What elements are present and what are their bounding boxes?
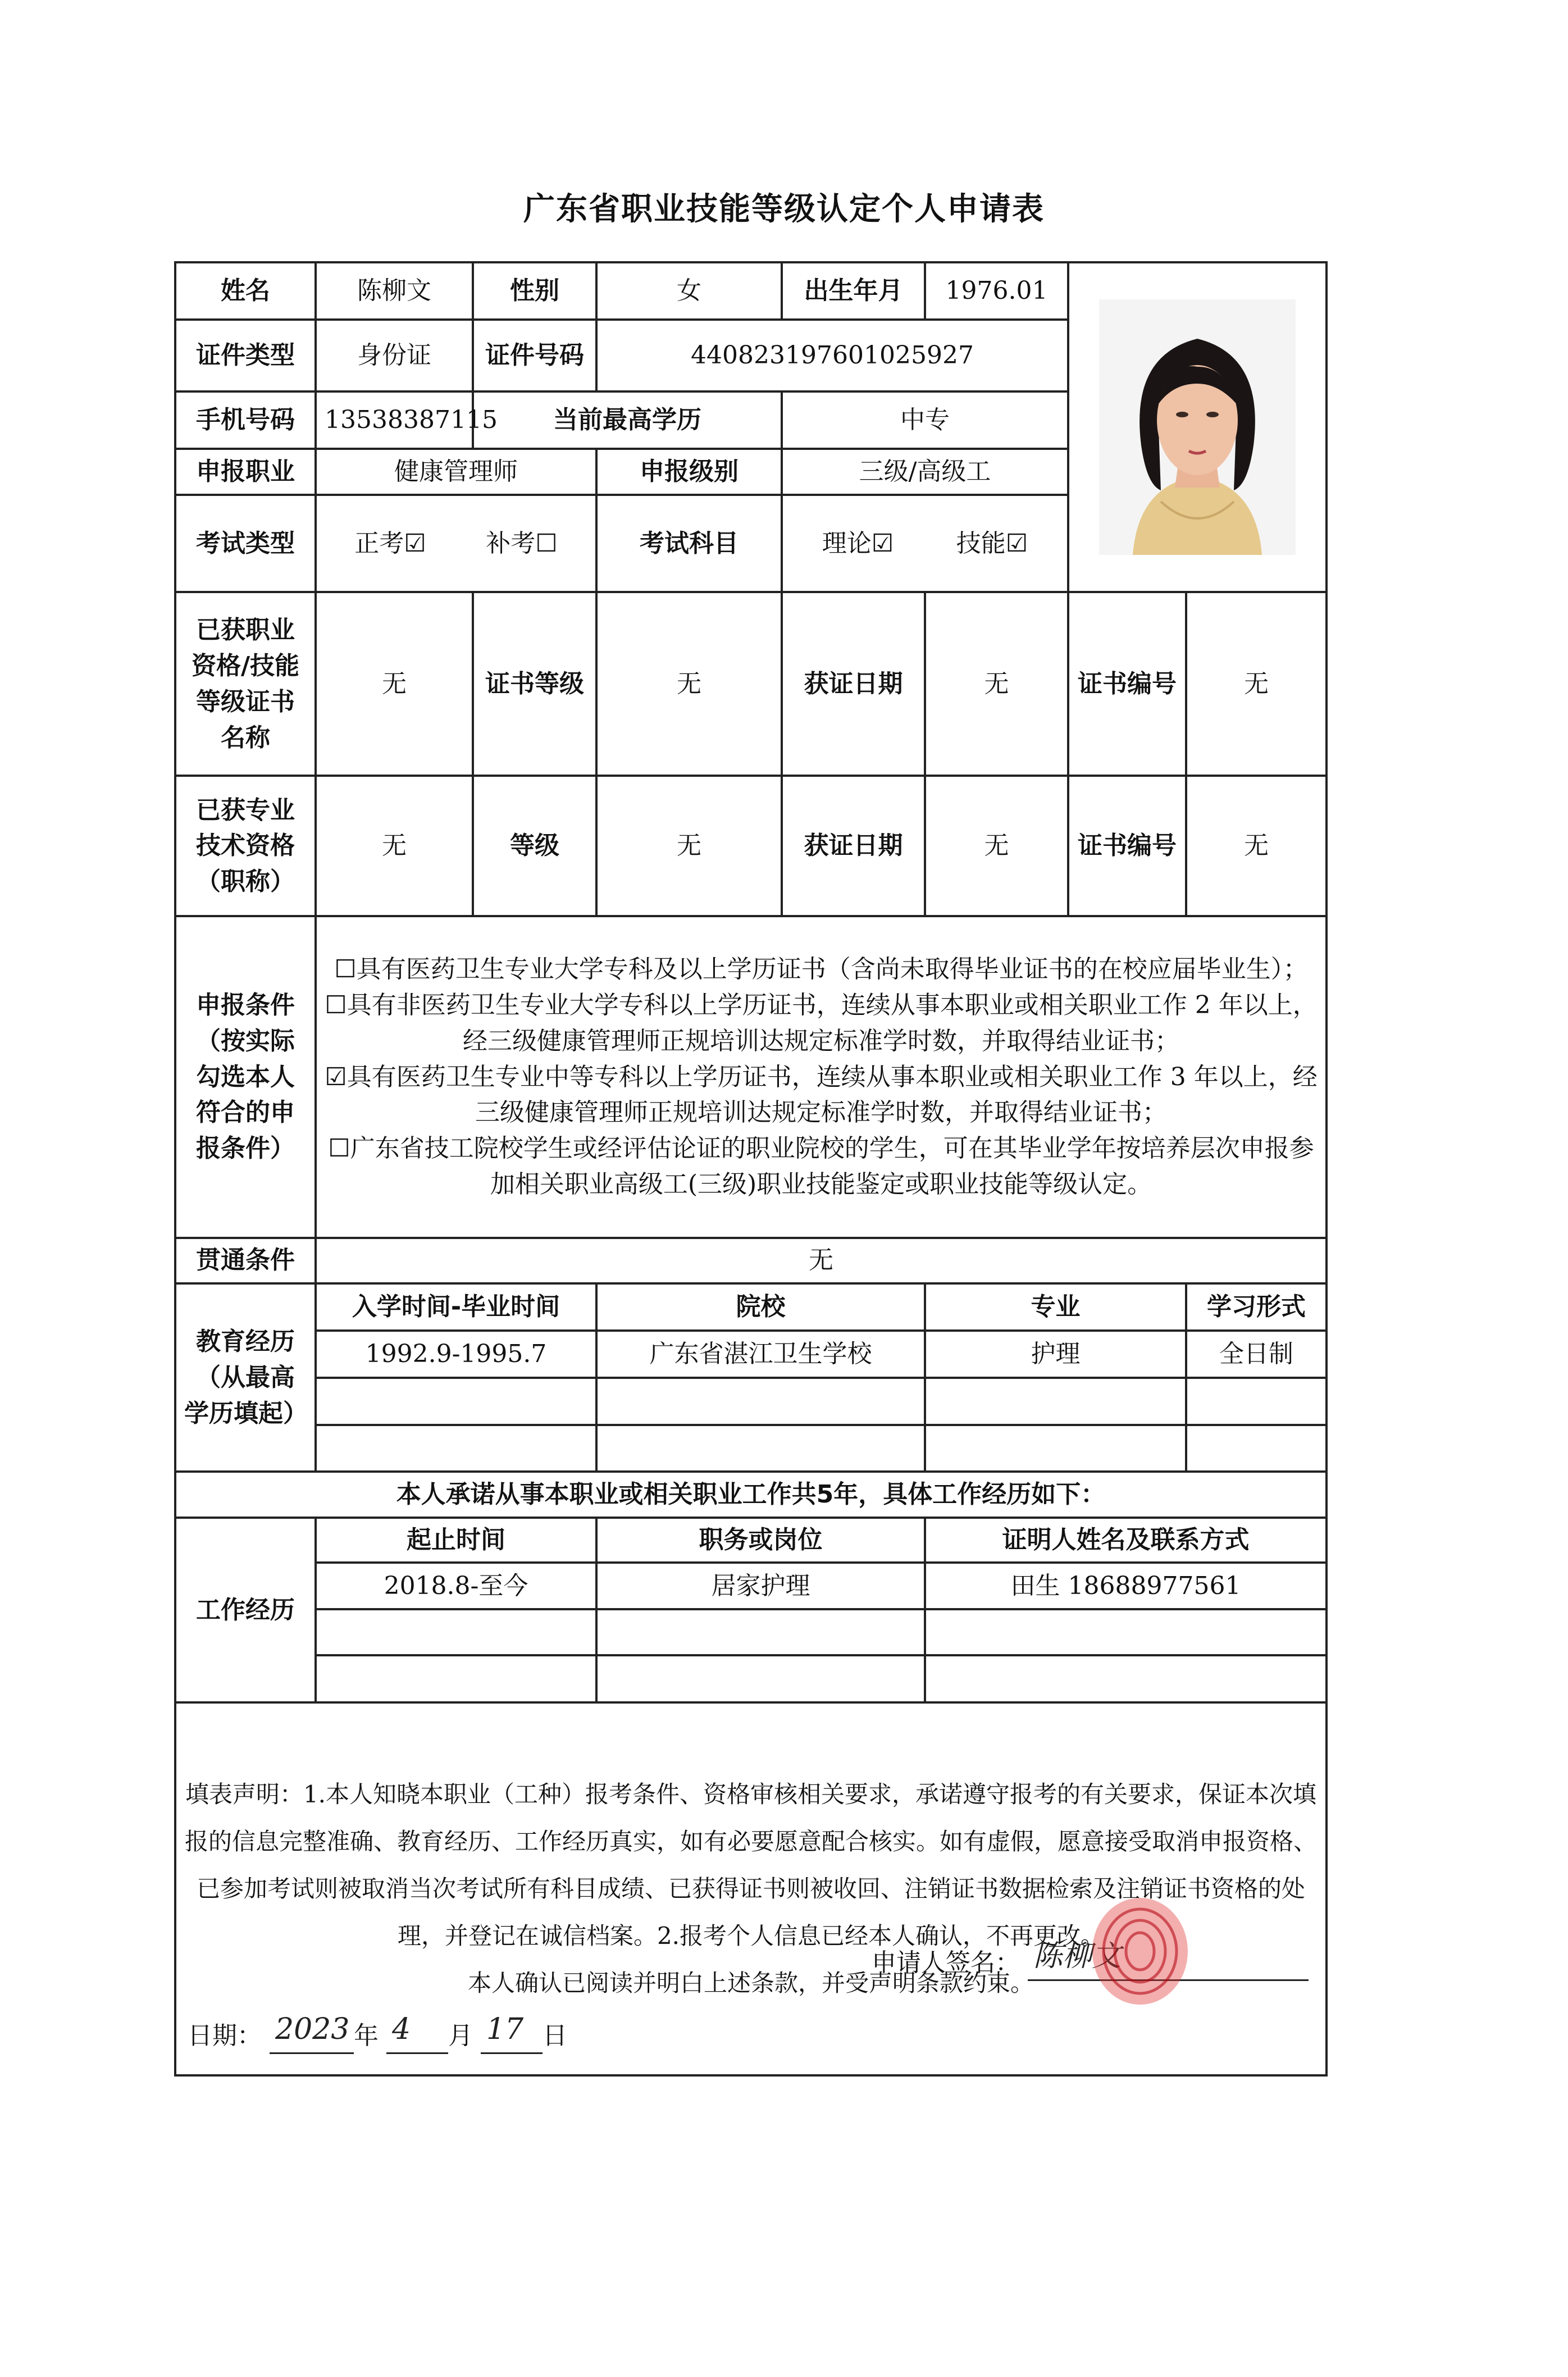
edu-mode: 全日制 — [1186, 1331, 1327, 1378]
date-area — [188, 2012, 567, 2054]
value-name: 陈柳文 — [316, 262, 473, 320]
exam-theory-checkbox: 理论☑ — [822, 529, 894, 558]
edu-mode — [1186, 1425, 1327, 1472]
signature-line — [1028, 1939, 1309, 1981]
label-title-date: 获证日期 — [782, 776, 925, 916]
value-phone: 13538387115 — [316, 391, 473, 449]
date-month-unit: 月 — [448, 2021, 473, 2050]
condition-4: ☐广东省技工院校学生或经评估论证的职业院校的学生，可在其毕业学年按培养层次申报参加相关职业高级工(三级)职业技能鉴定或职业技能等级认定。 — [328, 1134, 1314, 1199]
label-obtained-cert: 已获职业资格/技能等级证书名称 — [175, 592, 316, 776]
label-obtained-title: 已获专业技术资格（职称） — [175, 776, 316, 916]
condition-1: ☐具有医药卫生专业大学专科及以上学历证书（含尚未取得毕业证书的在校应届毕业生）； — [334, 955, 1308, 984]
edu-mode — [1186, 1378, 1327, 1425]
label-id-type: 证件类型 — [175, 320, 316, 391]
work-header-period: 起止时间 — [316, 1518, 596, 1563]
condition-3: ☑具有医药卫生专业中等专科以上学历证书，连续从事本职业或相关职业工作 3 年以上，经三级健康管理师正规培训达规定标准学时数，并取得结业证书； — [325, 1062, 1318, 1127]
exam-type-options — [316, 495, 596, 593]
label-title-no: 证书编号 — [1068, 776, 1186, 916]
edu-school — [596, 1425, 925, 1472]
value-id-type: 身份证 — [316, 320, 473, 391]
value-title: 无 — [316, 776, 473, 916]
work-period — [316, 1609, 596, 1655]
date-day-blank — [481, 2012, 543, 2054]
label-id-no: 证件号码 — [473, 320, 596, 391]
confirmation-text: 本人确认已阅读并明白上述条款，并受声明条款约束。 — [467, 1969, 1034, 1997]
edu-row — [175, 1425, 1327, 1472]
value-cert-name: 无 — [316, 592, 473, 776]
edu-header-mode: 学习形式 — [1186, 1283, 1327, 1331]
value-through: 无 — [316, 1238, 1327, 1284]
label-conditions: 申报条件（按实际勾选本人符合的申报条件） — [175, 916, 316, 1237]
work-period: 2018.8-至今 — [316, 1563, 596, 1610]
declaration-text: 填表声明：1.本人知晓本职业（工种）报考条件、资格审核相关要求，承诺遵守报考的有关要求，保证本次填报的信息完整准确、教育经历、工作经历真实，如有必要愿意配合核实。如有虚假，愿意接受取消申报资格、已参加考试则被取消当次考试所有科目成绩、已获得证书则被收回、注销证书数据检索及注销证书资格的处理，并登记在诚信档案。2.报考个人信息已经本人确认，不再更改。 — [184, 1780, 1317, 1950]
applicant-photo — [1099, 299, 1296, 555]
edu-header-school: 院校 — [596, 1283, 925, 1331]
label-education: 当前最高学历 — [473, 391, 782, 449]
edu-row — [175, 1378, 1327, 1425]
label-phone: 手机号码 — [175, 391, 316, 449]
date-month: 4 — [392, 2012, 411, 2047]
edu-header-major: 专业 — [925, 1283, 1186, 1331]
edu-period — [316, 1425, 596, 1472]
label-level: 申报级别 — [596, 449, 782, 495]
work-position — [596, 1609, 925, 1655]
work-reference — [925, 1609, 1327, 1655]
work-period — [316, 1655, 596, 1702]
date-day-unit: 日 — [543, 2021, 567, 2050]
exam-subject-options — [782, 495, 1068, 593]
value-cert-grade: 无 — [596, 592, 782, 776]
label-cert-grade: 证书等级 — [473, 592, 596, 776]
value-occupation: 健康管理师 — [316, 449, 596, 495]
value-title-no: 无 — [1186, 776, 1327, 916]
edu-major: 护理 — [925, 1331, 1186, 1378]
application-form — [174, 261, 1328, 2077]
work-header-reference: 证明人姓名及联系方式 — [925, 1518, 1327, 1563]
edu-school — [596, 1378, 925, 1425]
label-name: 姓名 — [175, 262, 316, 320]
label-work-history: 工作经历 — [175, 1518, 316, 1702]
value-gender: 女 — [596, 262, 782, 320]
label-grade: 等级 — [473, 776, 596, 916]
condition-2: ☐具有非医药卫生专业大学专科以上学历证书，连续从事本职业或相关职业工作 2 年以上，经三级健康管理师正规培训达规定标准学时数，并取得结业证书； — [325, 991, 1318, 1055]
photo-cell — [1068, 262, 1327, 592]
exam-skill-checkbox: 技能☑ — [956, 529, 1028, 558]
date-year-blank — [270, 2012, 354, 2054]
date-month-blank — [386, 2012, 448, 2054]
signature-area — [872, 1939, 1309, 1981]
label-gender: 性别 — [473, 262, 596, 320]
date-year-unit: 年 — [354, 2021, 379, 2050]
form-title: 广东省职业技能等级认定个人申请表 — [523, 191, 1045, 227]
value-cert-date: 无 — [925, 592, 1068, 776]
work-reference: 田生 18688977561 — [925, 1563, 1327, 1610]
fingerprint-stamp — [1084, 1895, 1196, 2007]
exam-regular-checkbox: 正考☑ — [354, 529, 426, 558]
edu-major — [925, 1425, 1186, 1472]
label-cert-date: 获证日期 — [782, 592, 925, 776]
signature-label: 申请人签名： — [872, 1948, 1020, 1977]
exam-makeup-checkbox: 补考☐ — [486, 529, 558, 558]
edu-period: 1992.9-1995.7 — [316, 1331, 596, 1378]
label-through: 贯通条件 — [175, 1238, 316, 1284]
work-header-position: 职务或岗位 — [596, 1518, 925, 1563]
value-education: 中专 — [782, 391, 1068, 449]
edu-header-period: 入学时间-毕业时间 — [316, 1283, 596, 1331]
work-position: 居家护理 — [596, 1563, 925, 1610]
handwritten-signature: 陈柳文 — [1033, 1939, 1122, 1974]
value-id-no: 440823197601025927 — [596, 320, 1068, 391]
edu-row — [175, 1331, 1327, 1378]
date-day: 17 — [486, 2012, 524, 2047]
label-exam-type: 考试类型 — [175, 495, 316, 593]
work-position — [596, 1655, 925, 1702]
date-year: 2023 — [275, 2012, 350, 2047]
value-title-date: 无 — [925, 776, 1068, 916]
value-cert-no: 无 — [1186, 592, 1327, 776]
label-exam-subject: 考试科目 — [596, 495, 782, 593]
edu-major — [925, 1378, 1186, 1425]
work-row — [175, 1563, 1327, 1610]
work-commitment: 本人承诺从事本职业或相关职业工作共5年，具体工作经历如下： — [175, 1472, 1327, 1518]
work-row — [175, 1655, 1327, 1702]
label-cert-no: 证书编号 — [1068, 592, 1186, 776]
label-occupation: 申报职业 — [175, 449, 316, 495]
declaration-cell — [175, 1702, 1327, 2075]
value-title-grade: 无 — [596, 776, 782, 916]
label-birth: 出生年月 — [782, 262, 925, 320]
edu-period — [316, 1378, 596, 1425]
label-edu-history: 教育经历（从最高学历填起） — [175, 1283, 316, 1472]
portrait-image — [1099, 299, 1296, 555]
value-birth: 1976.01 — [925, 262, 1068, 320]
work-row — [175, 1609, 1327, 1655]
date-label: 日期： — [188, 2021, 262, 2050]
value-level: 三级/高级工 — [782, 449, 1068, 495]
work-reference — [925, 1655, 1327, 1702]
edu-school: 广东省湛江卫生学校 — [596, 1331, 925, 1378]
conditions-list — [316, 916, 1327, 1237]
